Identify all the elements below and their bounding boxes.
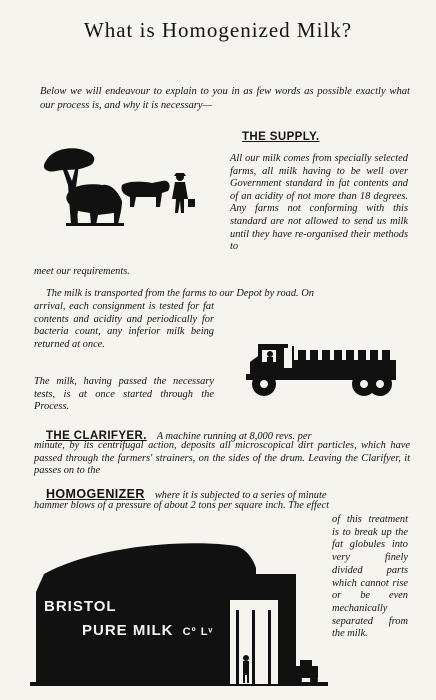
homogenizer-text-second: hammer blows of a pressure of about 2 tons per square inch. The effect — [34, 500, 329, 511]
depot-sign-suffix: Cº Lᵛ — [182, 626, 214, 638]
supply-text-tail: meet our requirements. — [34, 266, 130, 277]
clarifyer-text: minute, by its centrifugal action, deposits all microscopical dirt particles, which have passed through the farmers' strainers, on the sides of the drum. Leaving the Clarifyer, it passes on to the — [34, 440, 410, 477]
clarifyer-text-first: A machine running at 8,000 revs. per — [156, 431, 312, 442]
clarifyer-heading: THE CLARIFYER. — [46, 430, 147, 442]
farm-illustration — [38, 145, 198, 230]
depot-sign-line2 — [82, 622, 213, 639]
supply-heading: THE SUPPLY. — [242, 131, 320, 143]
transport-text-line1: The milk is transported from the farms to our Depot by road. On — [46, 288, 314, 299]
transport-text: arrival, each consignment is tested for fat contents and acidity and periodically for bacteria count, any inferior milk being returned at once. — [34, 301, 214, 350]
homogenizer-text-column: of this treatment is to break up the fat globules into very finely divided parts which cannot rise or be even mechanically separated from the milk. — [332, 514, 408, 640]
depot-illustration — [30, 530, 328, 690]
depot-sign-line1: BRISTOL — [44, 598, 117, 615]
intro-paragraph: Below we will endeavour to explain to you in as few words as possible exactly what our process is, and why it is necessary— — [40, 86, 410, 111]
tests-passed-text: The milk, having passed the necessary tests, is at once started through the Process. — [34, 376, 214, 413]
depot-sign-pure-milk: PURE MILK — [82, 622, 174, 639]
page-title: What is Homogenized Milk? — [83, 18, 353, 42]
homogenizer-text-first: where it is subjected to a series of minute — [154, 490, 327, 501]
homogenizer-heading: HOMOGENIZER — [46, 487, 145, 501]
supply-text: All our milk comes from specially selected farms, all milk having to be well over Government standard in fat contents and of an acidity of not more than 18 degrees. Any farms not conforming with this standard are not allowed to send us milk until they have re-organised their methods to — [230, 153, 408, 253]
truck-illustration — [240, 338, 400, 400]
